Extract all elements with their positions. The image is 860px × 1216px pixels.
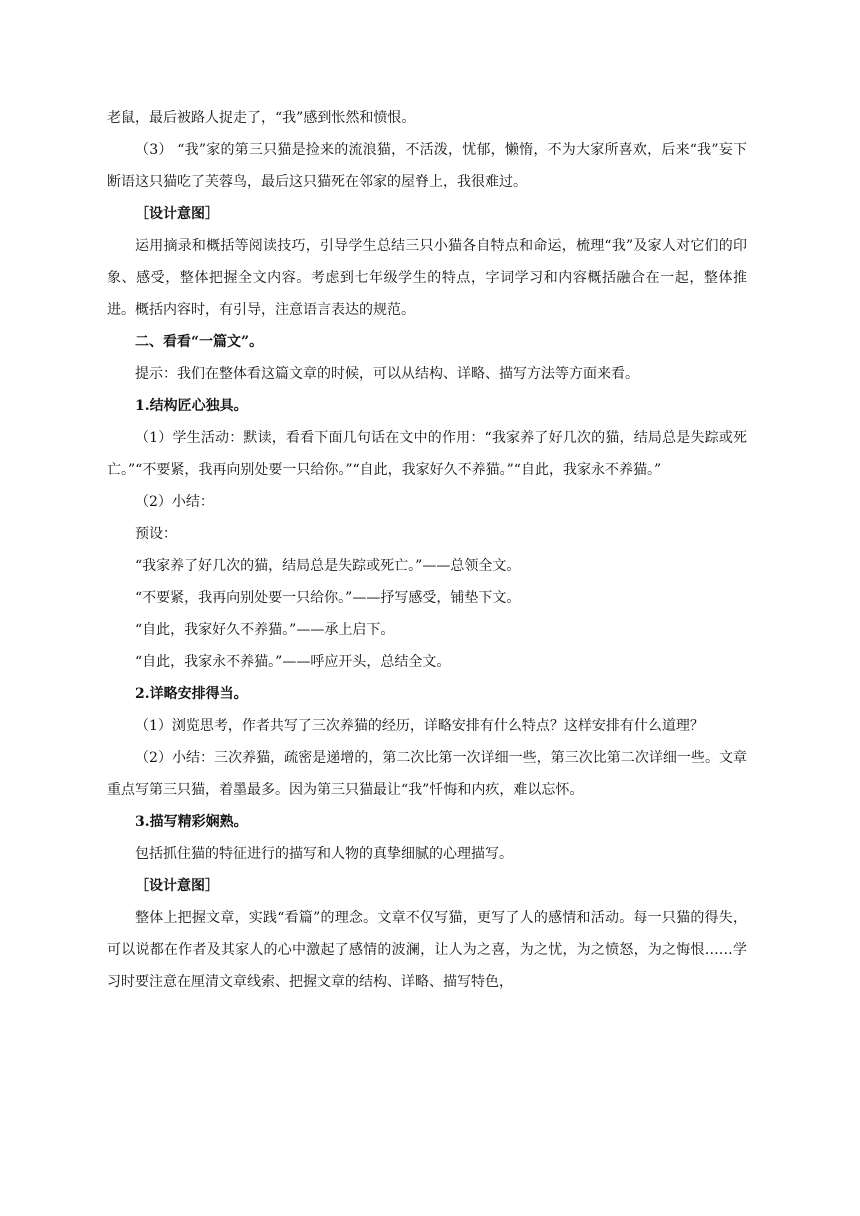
paragraph-text: （1）学生活动：默读，看看下面几句话在文中的作用：“我家养了好几次的猫，结局总是失踪或死亡。”“不要紧，我再向别处要一只给你。”“自此，我家好久不养猫。”“自此，我家永不养猫。” [107,430,747,478]
subsection-heading: 1.结构匠心独具。 [135,398,248,414]
section-heading: 二、看看“一篇文”。 [135,334,264,350]
paragraph-text: 包括抓住猫的特征进行的描写和人物的真挚细腻的心理描写。 [135,846,513,862]
quote-line: “我家养了好几次的猫，结局总是失踪或死亡。”——总领全文。 [135,558,521,574]
paragraph-text: （2）小结： [135,494,214,510]
paragraph-text: 整体上把握文章，实践“看篇”的理念。文章不仅写猫，更写了人的感情和活动。每一只猫的得失，可以说都在作者及其家人的心中激起了感情的波澜，让人为之喜，为之忧，为之愤怒，为之悔恨……学习时要注意在厘清文章线索、把握文章的结构、详略、描写特色， [107,910,747,990]
paragraph-text: （2）小结：三次养猫，疏密是递增的，第二次比第一次详细一些，第三次比第二次详细一些。文章重点写第三只猫，着墨最多。因为第三只猫最让“我”忏悔和内疚，难以忘怀。 [107,750,747,798]
paragraph-text: 提示：我们在整体看这篇文章的时候，可以从结构、详略、描写方法等方面来看。 [135,366,639,382]
paragraph-text: （3） “我”家的第三只猫是捡来的流浪猫，不活泼，忧郁，懒惰，不为大家所喜欢，后来“我”妄下断语这只猫吃了芙蓉鸟，最后这只猫死在邻家的屋脊上，我很难过。 [107,142,747,190]
paragraph-text: 老鼠，最后被路人捉走了，“我”感到怅然和愤恨。 [107,110,416,126]
subsection-heading: 3.描写精彩娴熟。 [135,814,248,830]
paragraph-text: 运用摘录和概括等阅读技巧，引导学生总结三只小猫各自特点和命运，梳理“我”及家人对它们的印象、感受，整体把握全文内容。考虑到七年级学生的特点，字词学习和内容概括融合在一起，整体推进。概括内容时，有引导，注意语言表达的规范。 [107,238,747,318]
quote-line: “自此，我家永不养猫。”——呼应开头，总结全文。 [135,654,451,670]
document-page [107,108,747,998]
section-label-design-intent: ［设计意图］ [135,206,219,222]
quote-line: “不要紧，我再向别处要一只给你。”——抒写感受，铺垫下文。 [135,590,521,606]
quote-line: “自此，我家好久不养猫。”——承上启下。 [135,622,395,638]
subsection-heading: 2.详略安排得当。 [135,686,248,702]
paragraph-text: 预设： [135,526,177,542]
paragraph-text: （1）浏览思考，作者共写了三次养猫的经历，详略安排有什么特点？这样安排有什么道理？ [135,718,704,734]
section-label-design-intent: ［设计意图］ [135,878,219,894]
